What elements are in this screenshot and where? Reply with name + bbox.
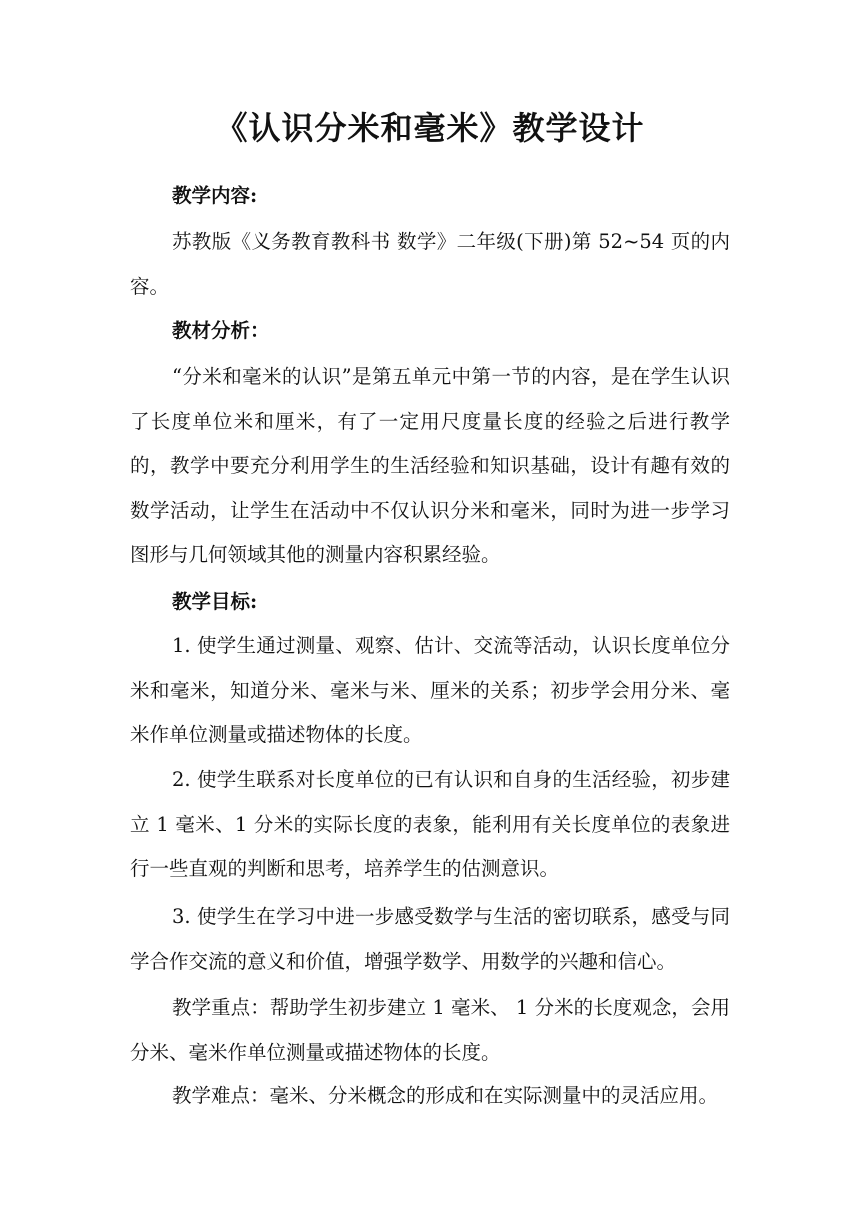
- difficulty-paragraph: 教学难点：毫米、分米概念的形成和在实际测量中的灵活应用。: [172, 1084, 719, 1107]
- document-title: 《认识分米和毫米》教学设计: [215, 109, 645, 147]
- teaching-goal-3: 3. 使学生在学习中进一步感受数学与生活的密切联系，感受与同学合作交流的意义和价值，增强学数学、用数学的兴趣和信心。: [130, 905, 730, 973]
- teaching-content-paragraph: 苏教版《义务教育教科书 数学》二年级(下册)第 52~54 页的内容。: [130, 230, 730, 298]
- material-analysis-paragraph: “分米和毫米的认识”是第五单元中第一节的内容，是在学生认识了长度单位米和厘米，有了一定用尺度量长度的经验之后进行教学的，教学中要充分利用学生的生活经验和知识基础，设计有趣有效的数学活动，让学生在活动中不仅认识分米和毫米，同时为进一步学习图形与几何领域其他的测量内容积累经验。: [130, 365, 730, 567]
- material-analysis-heading: 教材分析：: [172, 319, 270, 342]
- key-point-paragraph: 教学重点：帮助学生初步建立 1 毫米、 1 分米的长度观念，会用分米、毫米作单位测量或描述物体的长度。: [130, 996, 730, 1064]
- teaching-goals-heading: 教学目标:: [172, 590, 258, 613]
- teaching-content-heading: 教学内容:: [172, 184, 258, 207]
- teaching-goal-2: 2. 使学生联系对长度单位的已有认识和自身的生活经验，初步建立 1 毫米、1 分米的实际长度的表象，能利用有关长度单位的表象进行一些直观的判断和思考，培养学生的估测意识。: [130, 768, 730, 881]
- teaching-goal-1: 1. 使学生通过测量、观察、估计、交流等活动，认识长度单位分米和毫米，知道分米、毫米与米、厘米的关系；初步学会用分米、毫米作单位测量或描述物体的长度。: [130, 634, 730, 747]
